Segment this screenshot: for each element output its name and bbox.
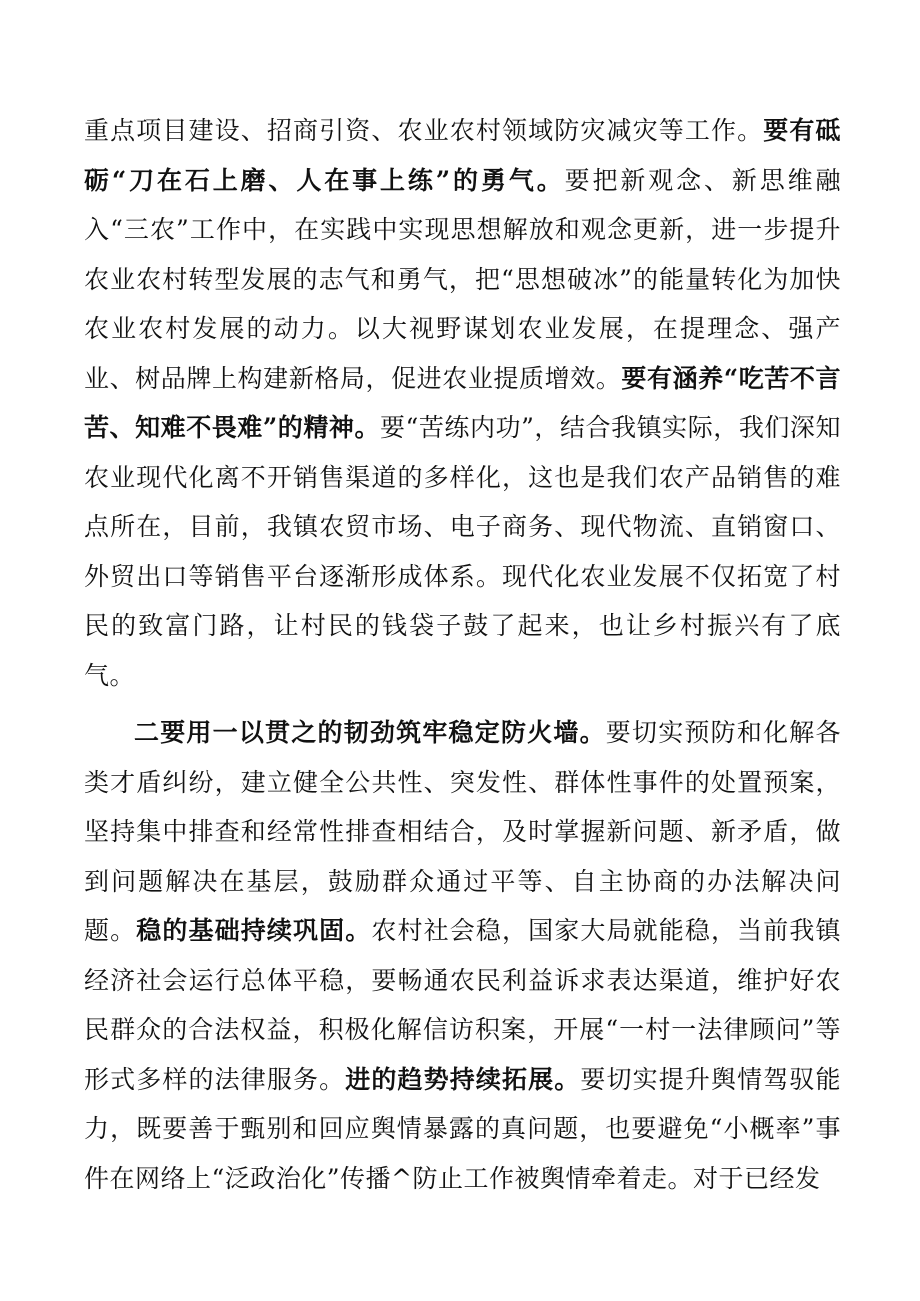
bold-heading-run: 要有涵养“吃苦不言苦、知难不畏难”的精神。 xyxy=(84,363,841,442)
text-run: 要切实提升舆情驾驭能力，既要善于甄别和回应舆情暴露的真问题，也要避免“小概率”事件在网络上“泛政治化”传播^防止工作被舆情牵着走。对于已经发 xyxy=(84,1064,841,1193)
text-run: 农村社会稳，国家大局就能稳，当前我镇经济社会运行总体平稳，要畅通农民利益诉求表达渠道，维护好农民群众的合法权益，积极化解信访积案，开展“一村一法律顾问”等形式多样的法律服务。 xyxy=(84,916,841,1094)
bold-heading-run: 进的趋势持续拓展。 xyxy=(345,1064,581,1094)
text-run: 重点项目建设、招商引资、农业农村领域防灾减灾等工作。 xyxy=(84,116,764,145)
text-run: 要把新观念、新思维融入“三农”工作中，在实践中实现思想解放和观念更新，进一步提升农业农村转型发展的志气和勇气，把“思想破冰”的能量转化为加快农业农村发展的动力。以大视野谋划农业发展，在提理念、强产业、树品牌上构建新格局，促进农业提质增效。 xyxy=(84,165,841,393)
text-run: 要“苦练内功”，结合我镇实际，我们深知农业现代化离不开销售渠道的多样化，这也是我们农产品销售的难点所在，目前，我镇农贸市场、电子商务、现代物流、直销窗口、外贸出口等销售平台逐渐形成体系。现代化农业发展不仅拓宽了村民的致富门路，让村民的钱袋子鼓了起来，也让乡村振兴有了底气。 xyxy=(84,413,841,690)
bold-heading-run: 要有砥砺“刀在石上磨、人在事上练”的勇气。 xyxy=(84,116,841,195)
text-run: 要切实预防和化解各类才盾纠纷，建立健全公共性、突发性、群体性事件的处置预案，坚持集中排查和经常性排查相结合，及时掌握新问题、新矛盾，做到问题解决在基层，鼓励群众通过平等、自主协商的办法解决问题。 xyxy=(84,718,841,945)
paragraph-1 xyxy=(84,106,841,700)
paragraph-2 xyxy=(84,708,841,1203)
section-heading-run: 二要用一以贯之的韧劲筑牢稳定防火墙。 xyxy=(134,718,606,747)
bold-heading-run: 稳的基础持续巩固。 xyxy=(136,916,372,945)
document-body xyxy=(84,106,841,1203)
